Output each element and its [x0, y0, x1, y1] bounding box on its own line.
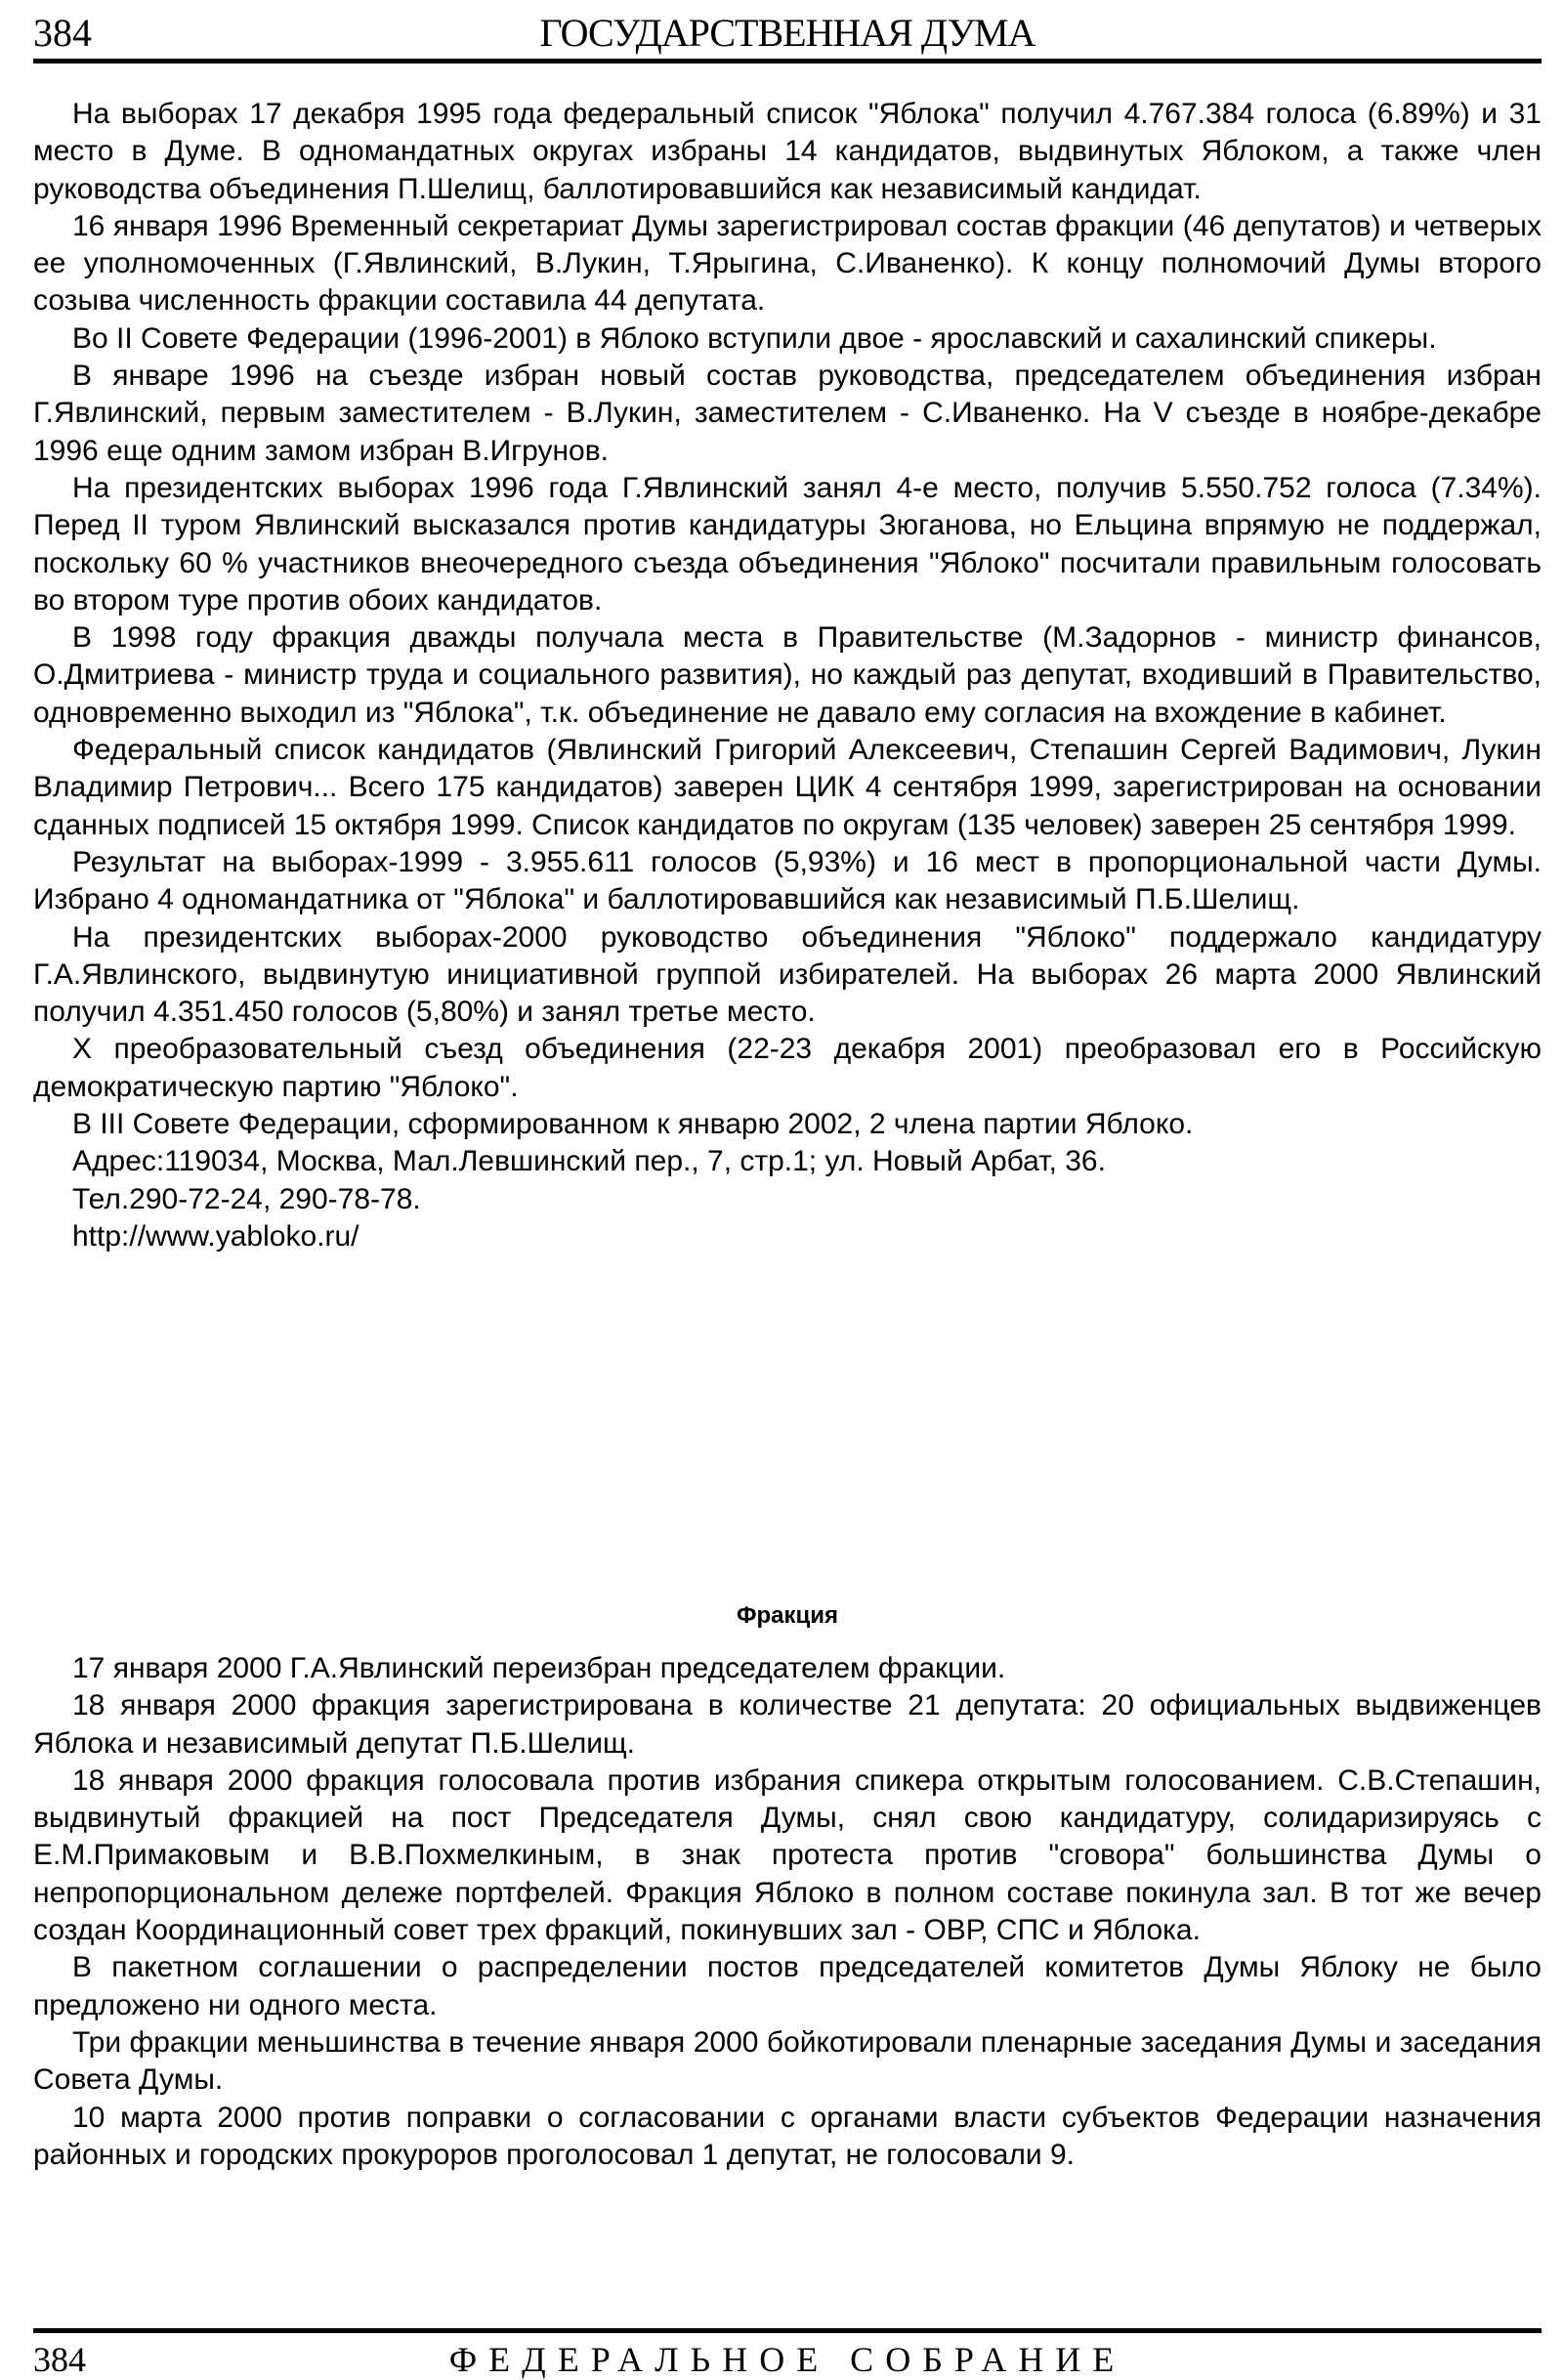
section-text	[33, 1650, 1542, 2174]
header-rule	[33, 59, 1542, 64]
address: Адрес:119034, Москва, Мал.Левшинский пер., 7, стр.1; ул. Новый Арбат, 36.	[72, 1145, 1106, 1178]
paragraph: 16 января 1996 Временный секретариат Думы зарегистрировал состав фракции (46 депутатов) и четверых ее уполномоченных (Г.Явлинский, В.Лукин, Т.Ярыгина, С.Иваненко). К концу полномочий Думы второго созыва численность фракции составила 44 депутата.	[33, 209, 1542, 318]
paragraph: 18 января 2000 фракция голосовала против избрания спикера открытым голосованием. С.В.Степашин, выдвинутый фракцией на пост Председателя Думы, снял свою кандидатуру, солидаризируясь с Е.М.Примаковым и В.В.Похмелкиным, в знак протеста против "сговора" большинства Думы о непропорциональном дележе портфелей. Фракция Яблоко в полном составе покинула зал. В тот же вечер создан Координационный совет трех фракций, покинувших зал - ОВР, СПС и Яблока.	[33, 1764, 1542, 1947]
page-number: 384	[33, 11, 92, 55]
paragraph: Федеральный список кандидатов (Явлинский Григорий Алексеевич, Степашин Сергей Вадимович, Лукин Владимир Петрович... Всего 175 кандидатов) заверен ЦИК 4 сентября 1999, зарегистрирован на основании сданных подписей 15 октября 1999. Список кандидатов по округам (135 человек) заверен 25 сентября 1999.	[33, 734, 1542, 841]
paragraph: В 1998 году фракция дважды получала места в Правительстве (М.Задорнов - министр финансов, О.Дмитриева - министр труда и социального развития), но каждый раз депутат, входивший в Правительство, одновременно выходил из "Яблока", т.к. объединение не давало ему согласия на вхождение в кабинет.	[33, 621, 1542, 729]
paragraph: На выборах 17 декабря 1995 года федеральный список "Яблока" получил 4.767.384 голоса (6.89%) и 31 место в Думе. В одномандатных округах избраны 14 кандидатов, выдвинутых Яблоком, а также член руководства объединения П.Шелищ, баллотировавшийся как независимый кандидат.	[33, 98, 1542, 205]
section-heading: Фракция	[736, 1602, 838, 1629]
phone: Тел.290-72-24, 290-78-78.	[72, 1182, 421, 1215]
paragraph: 18 января 2000 фракция зарегистрирована в количестве 21 депутата: 20 официальных выдвиженцев Яблока и независимый депутат П.Б.Шелищ.	[33, 1689, 1542, 1760]
paragraph: Результат на выборах-1999 - 3.955.611 голосов (5,93%) и 16 мест в пропорциональной части Думы. Избрано 4 одномандатника от "Яблока" и баллотировавшийся как независимый П.Б.Шелищ.	[33, 845, 1542, 916]
paragraph: 10 марта 2000 против поправки о согласовании с органами власти субъектов Федерации назначения районных и городских прокуроров проголосовал 1 депутат, не голосовали 9.	[33, 2101, 1542, 2171]
website-link[interactable]: http://www.yabloko.ru/	[72, 1219, 359, 1253]
paragraph: В январе 1996 на съезде избран новый состав руководства, председателем объединения избран Г.Явлинский, первым заместителем - В.Лукин, заместителем - С.Иваненко. На V съезде в ноябре-декабре 1996 еще одним замом избран В.Игрунов.	[33, 360, 1542, 467]
paragraph: Три фракции меньшинства в течение января 2000 бойкотировали пленарные заседания Думы и заседания Совета Думы.	[33, 2025, 1542, 2097]
page-header	[33, 6, 1542, 55]
paragraph: На президентских выборах 1996 года Г.Явлинский занял 4-е место, получив 5.550.752 голоса (7.34%). Перед II туром Явлинский высказался против кандидатуры Зюганова, но Ельцина впрямую не поддержал, поскольку 60 % участников внеочередного съезда объединения "Яблоко" посчитали правильным голосовать во втором туре против обоих кандидатов.	[33, 471, 1542, 616]
paragraph: В пакетном соглашении о распределении постов председателей комитетов Думы Яблоку не было предложено ни одного места.	[33, 1951, 1542, 2021]
paragraph: В III Совете Федерации, сформированном к январю 2002, 2 члена партии Яблоко.	[72, 1108, 1194, 1141]
main-text	[33, 96, 1542, 1255]
paragraph: X преобразовательный съезд объединения (22-23 декабря 2001) преобразовал его в Российскую демократическую партию "Яблоко".	[33, 1033, 1542, 1103]
running-footer-title: ФЕДЕРАЛЬНОЕ СОБРАНИЕ	[448, 2340, 1126, 2379]
page-number: 384	[33, 2340, 86, 2379]
paragraph: Во II Совете Федерации (1996-2001) в Яблоко вступили двое - ярославский и сахалинский спикеры.	[72, 321, 1437, 355]
footer-rule	[33, 2328, 1542, 2333]
paragraph: 17 января 2000 Г.А.Явлинский переизбран председателем фракции.	[72, 1652, 1006, 1684]
running-title: ГОСУДАРСТВЕННАЯ ДУМА	[539, 11, 1035, 55]
paragraph: На президентских выборах-2000 руководство объединения "Яблоко" поддержало кандидатуру Г.А.Явлинского, выдвинутую инициативной группой избирателей. На выборах 26 марта 2000 Явлинский получил 4.351.450 голосов (5,80%) и занял третье место.	[33, 920, 1542, 1029]
